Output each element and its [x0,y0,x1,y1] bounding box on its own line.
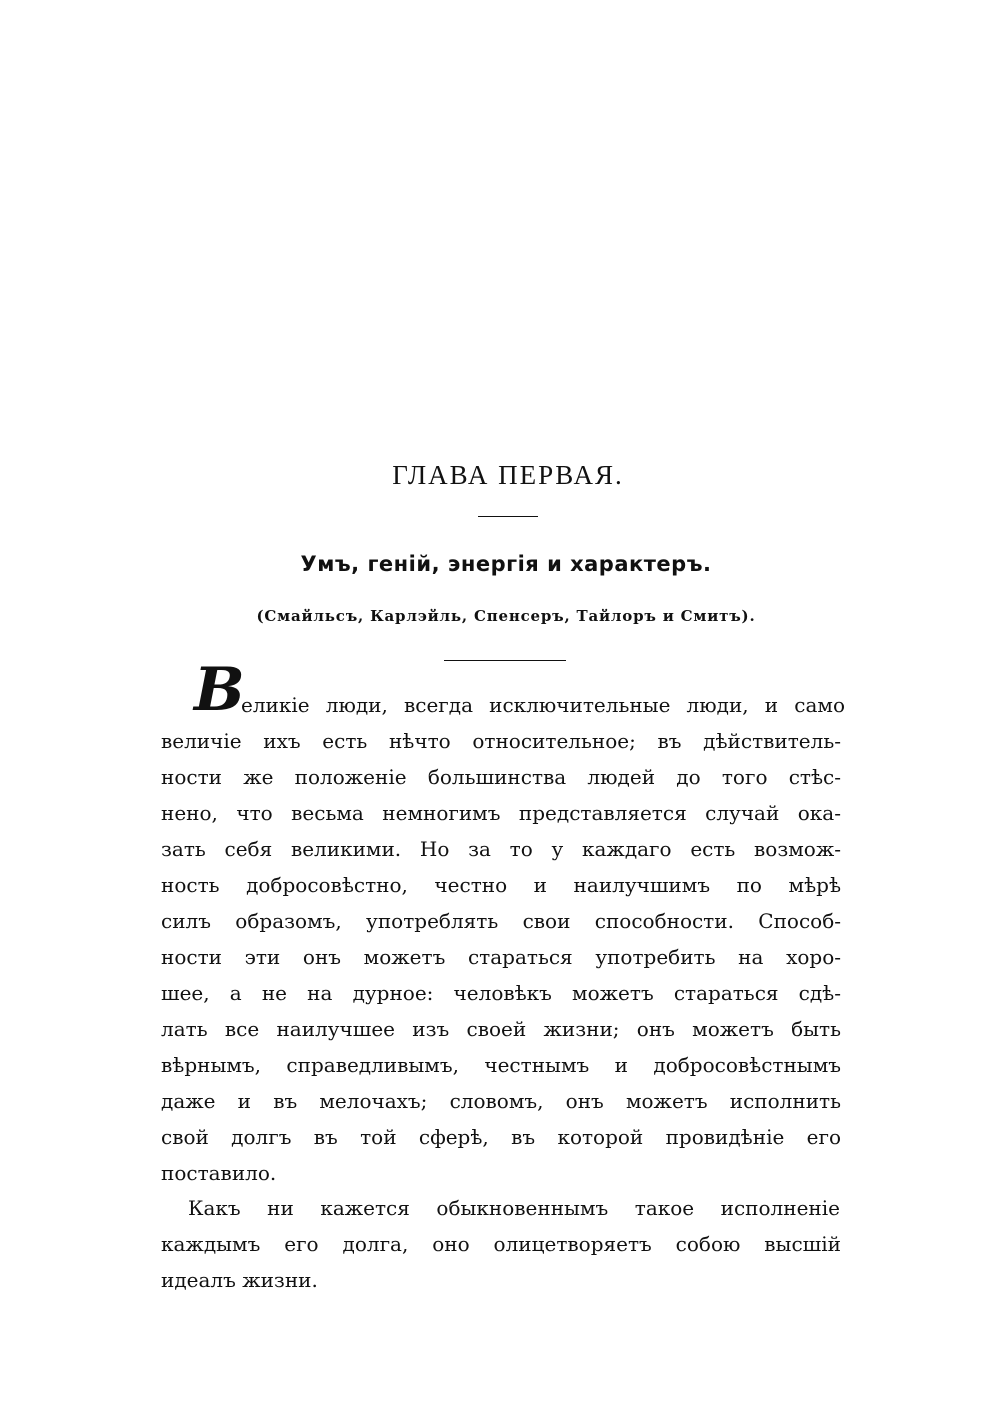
text-line: ности эти онъ можетъ стараться употребить на хоро- [161,945,841,969]
text-line: каждымъ его долга, оно олицетворяетъ собою высшiй [161,1232,841,1256]
text-line: свой долгъ въ той сферѣ, въ которой провидѣнiе его [161,1125,841,1149]
chapter-title: ГЛАВА ПЕРВАЯ. [392,460,624,490]
text-line: силъ образомъ, употреблять свои способности. Способ- [161,909,841,933]
text-line: ности же положенiе большинства людей до того стѣс- [161,765,841,789]
text-line: еликiе люди, всегда исключительные люди, и само [241,693,845,717]
text-line: шее, а не на дурное: человѣкъ можетъ стараться сдѣ- [161,981,841,1005]
text-line: вѣрнымъ, справедливымъ, честнымъ и добросовѣстнымъ [161,1053,841,1077]
text-line: идеалъ жизни. [161,1268,318,1292]
text-line: поставило. [161,1161,277,1185]
chapter-subtitle: Умъ, генiй, энергiя и характеръ. [300,552,712,576]
divider-rule [444,660,566,661]
drop-cap-letter: В [194,655,245,725]
text-line: ность добросовѣстно, честно и наилучшимъ по мѣрѣ [161,873,841,897]
text-line: Какъ ни кажется обыкновеннымъ такое исполненiе [188,1196,840,1220]
text-line: лать все наилучшее изъ своей жизни; онъ можетъ быть [161,1017,841,1041]
text-line: нено, что весьма немногимъ представляется случай ока- [161,801,841,825]
authors-line: (Смайльсъ, Карлэйль, Спенсеръ, Тайлоръ и Смитъ). [256,607,756,625]
text-line: даже и въ мелочахъ; словомъ, онъ можетъ исполнить [161,1089,841,1113]
divider-rule [478,516,538,517]
text-line: зать себя великими. Но за то у каждаго есть возмож- [161,837,841,861]
text-line: величiе ихъ есть нѣчто относительное; въ дѣйствитель- [161,729,841,753]
